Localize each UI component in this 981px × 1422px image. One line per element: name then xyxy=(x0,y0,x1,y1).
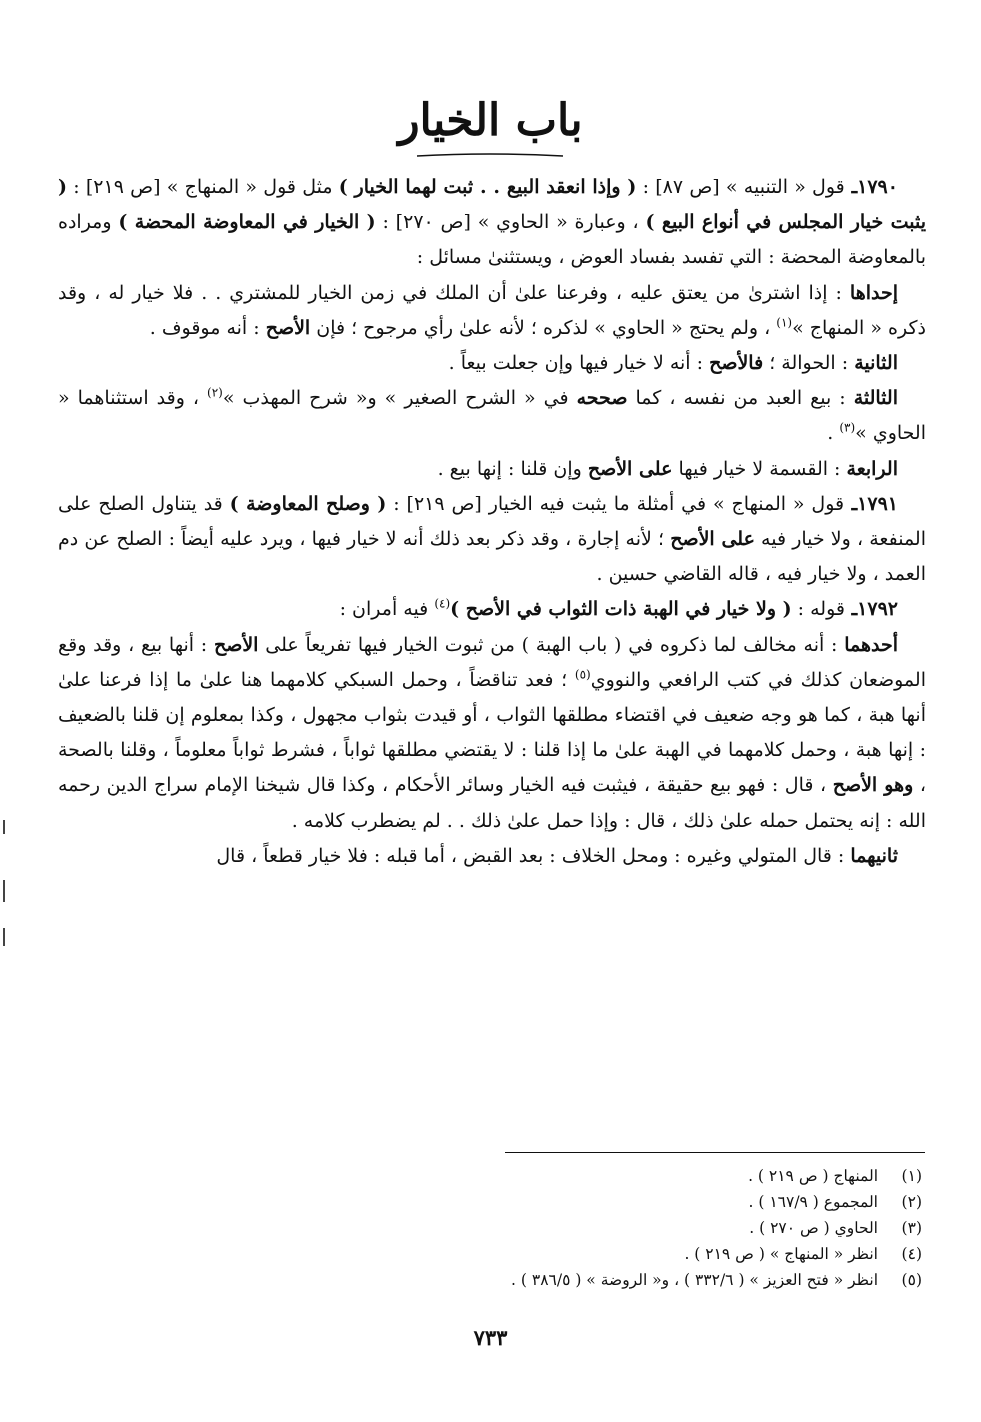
paragraph xyxy=(58,628,926,839)
body-text xyxy=(58,170,926,874)
text-run: : بيع العبد من نفسه ، كما xyxy=(627,387,854,410)
bold-run: صححه xyxy=(576,387,628,410)
scan-margin-mark xyxy=(3,820,5,834)
bold-run: ١٧٩٢ـ xyxy=(844,598,898,621)
footnote-ref: (٤) xyxy=(434,597,451,612)
paragraph xyxy=(58,276,926,346)
paragraph xyxy=(58,452,926,487)
text-run: : قال المتولي وغيره : ومحل الخلاف : بعد القبض ، أما قبله : فلا خيار قطعاً ، قال xyxy=(216,844,851,867)
bold-run: فالأصح xyxy=(709,352,764,375)
bold-run: ١٧٩١ـ xyxy=(844,492,898,515)
bold-run: على الأصح xyxy=(670,528,755,551)
text-run: ؛ فعد تناقضاً ، وحمل السبكي كلامهما هنا علىٰ ما إذا فرعنا علىٰ أنها هبة ، كما هو وجه ضعيف في اقتضاء مطلقها الثواب ، أو قيدت بثواب مجهول ، وكذا بمعلوم إن قلنا بالضعيف : إنها هبة ، وحمل كلامهما في الهبة علىٰ ما إذا قلنا : لا يقتضي مطلقها ثواباً ، فشرط ثواباً معلوماً ، وقلنا بالصحة ، xyxy=(58,668,926,797)
footnote-number: (٥) xyxy=(901,1271,922,1289)
bold-run: الثانية xyxy=(854,352,898,375)
text-run: ومراده بالمعاوضة المحضة : التي تفسد بفساد العوض ، ويستثنىٰ مسائل : xyxy=(58,211,926,269)
bold-run: الأصح xyxy=(213,633,259,656)
text-run: ، ولم يحتج « الحاوي » لذكره ؛ لأنه علىٰ رأي مرجوح ؛ فإن xyxy=(310,316,777,339)
text-run: : أنه لا خيار فيها وإن جعلت بيعاً . xyxy=(448,352,710,375)
bold-run: ( ولا خيار في الهبة ذات الثواب في الأصح ) xyxy=(450,598,792,621)
bold-run: ( وإذا انعقد البيع . . ثبت لهما الخيار ) xyxy=(338,176,637,198)
paragraph xyxy=(58,170,926,276)
text-run: : إذا اشترىٰ من يعتق عليه ، وفرعنا علىٰ أن الملك في زمن الخيار للمشتري . . فلا خيار له ، وقد ذكره « المنهاج » xyxy=(58,281,926,339)
footnote xyxy=(60,1189,922,1215)
footnote-ref: (٣) xyxy=(839,421,856,436)
text-run: : أنه مخالف لما ذكروه في ( باب الهبة ) من ثبوت الخيار فيها تفريعاً على xyxy=(258,633,845,656)
footnote-number: (٣) xyxy=(901,1219,922,1237)
bold-run: ( يثبت خيار المجلس في أنواع البيع ) xyxy=(58,176,926,234)
scan-margin-mark xyxy=(3,880,5,902)
paragraph xyxy=(58,839,926,874)
paragraph xyxy=(58,592,926,627)
bold-run: الأصح xyxy=(265,316,311,339)
text-run: فيه أمران : xyxy=(339,598,435,621)
text-run: قول « المنهاج » في أمثلة ما يثبت فيه الخيار [ص ٢١٩] : xyxy=(386,492,845,515)
bold-run: ثانيهما xyxy=(850,844,898,867)
text-run: : أنها بيع ، وقد وقع الموضعان كذلك في كتب الرافعي والنووي xyxy=(58,633,926,691)
footnote-ref: (١) xyxy=(776,315,793,330)
footnote-separator xyxy=(505,1152,925,1153)
footnote xyxy=(60,1163,922,1189)
text-run: ؛ لأنه إجارة ، وقد ذكر بعد ذلك أنه لا خيار فيها ، ويرد عليه أيضاً : الصلح عن دم العمد ، ولا خيار فيه ، قاله القاضي حسين . xyxy=(58,528,926,586)
footnote-text: المنهاج ( ص ٢١٩ ) . xyxy=(748,1167,878,1185)
paragraph xyxy=(58,346,926,381)
text-run: ، وقد استثناهما « الحاوي » xyxy=(58,387,926,445)
bold-run: وهو الأصح xyxy=(832,774,914,797)
footnote xyxy=(60,1241,922,1267)
text-run: : أنه موقوف . xyxy=(149,316,266,339)
bold-run: الثالثة xyxy=(853,387,898,410)
text-run: في « الشرح الصغير » و« شرح المهذب » xyxy=(222,387,577,410)
text-run: : الحوالة ؛ xyxy=(763,352,855,375)
bold-run: إحداها xyxy=(849,281,898,304)
bold-run: ( وصلح المعاوضة ) xyxy=(229,492,387,515)
text-run: ، قال : فهو بيع حقيقة ، فيثبت فيه الخيار وسائر الأحكام ، وكذا قال شيخنا الإمام سراج الدين رحمه الله : إنه يحتمل حمله علىٰ ذلك ، قال : وإذا حمل علىٰ ذلك . . لم يضطرب كلامه . xyxy=(58,774,926,832)
footnote xyxy=(60,1215,922,1241)
paragraph xyxy=(58,381,926,451)
bold-run: أحدهما xyxy=(844,633,899,656)
footnote-text: الحاوي ( ص ٢٧٠ ) . xyxy=(749,1219,878,1237)
title-flourish xyxy=(415,152,565,158)
paragraph xyxy=(58,487,926,593)
bold-run: ( الخيار في المعاوضة المحضة ) xyxy=(118,211,376,234)
footnotes xyxy=(60,1163,922,1293)
bold-run: ١٧٩٠ـ xyxy=(844,176,898,198)
text-run: قوله : xyxy=(791,598,845,621)
text-run: وإن قلنا : إنها بيع . xyxy=(437,457,588,480)
footnote xyxy=(60,1267,922,1293)
scan-margin-mark xyxy=(3,928,5,946)
footnote-number: (١) xyxy=(901,1167,922,1185)
chapter-title: باب الخيار xyxy=(398,95,583,146)
bold-run: الرابعة xyxy=(846,457,898,480)
text-run: : القسمة لا خيار فيها xyxy=(672,457,847,480)
footnote-ref: (٥) xyxy=(574,667,591,682)
text-run: قول « التنبيه » [ص ٨٧] : xyxy=(636,176,845,198)
bold-run: على الأصح xyxy=(587,457,673,480)
text-run: ، وعبارة « الحاوي » [ص ٢٧٠] : xyxy=(375,211,646,234)
page-number: ٧٣٣ xyxy=(473,1325,508,1350)
text-run: . xyxy=(827,422,840,445)
footnote-text: المجموع ( ١٦٧/٩ ) . xyxy=(748,1193,878,1211)
text-run: قد يتناول الصلح على المنفعة ، ولا خيار فيه xyxy=(58,492,926,551)
footnote-ref: (٢) xyxy=(207,385,223,400)
footnote-text: انظر « فتح العزيز » ( ٣٣٢/٦ ) ، و« الروضة » ( ٣٨٦/٥ ) . xyxy=(511,1271,878,1289)
footnote-number: (٤) xyxy=(901,1245,922,1263)
footnote-number: (٢) xyxy=(901,1193,922,1211)
text-run: مثل قول « المنهاج » [ص ٢١٩] : xyxy=(67,176,339,198)
footnote-text: انظر « المنهاج » ( ص ٢١٩ ) . xyxy=(684,1245,878,1263)
